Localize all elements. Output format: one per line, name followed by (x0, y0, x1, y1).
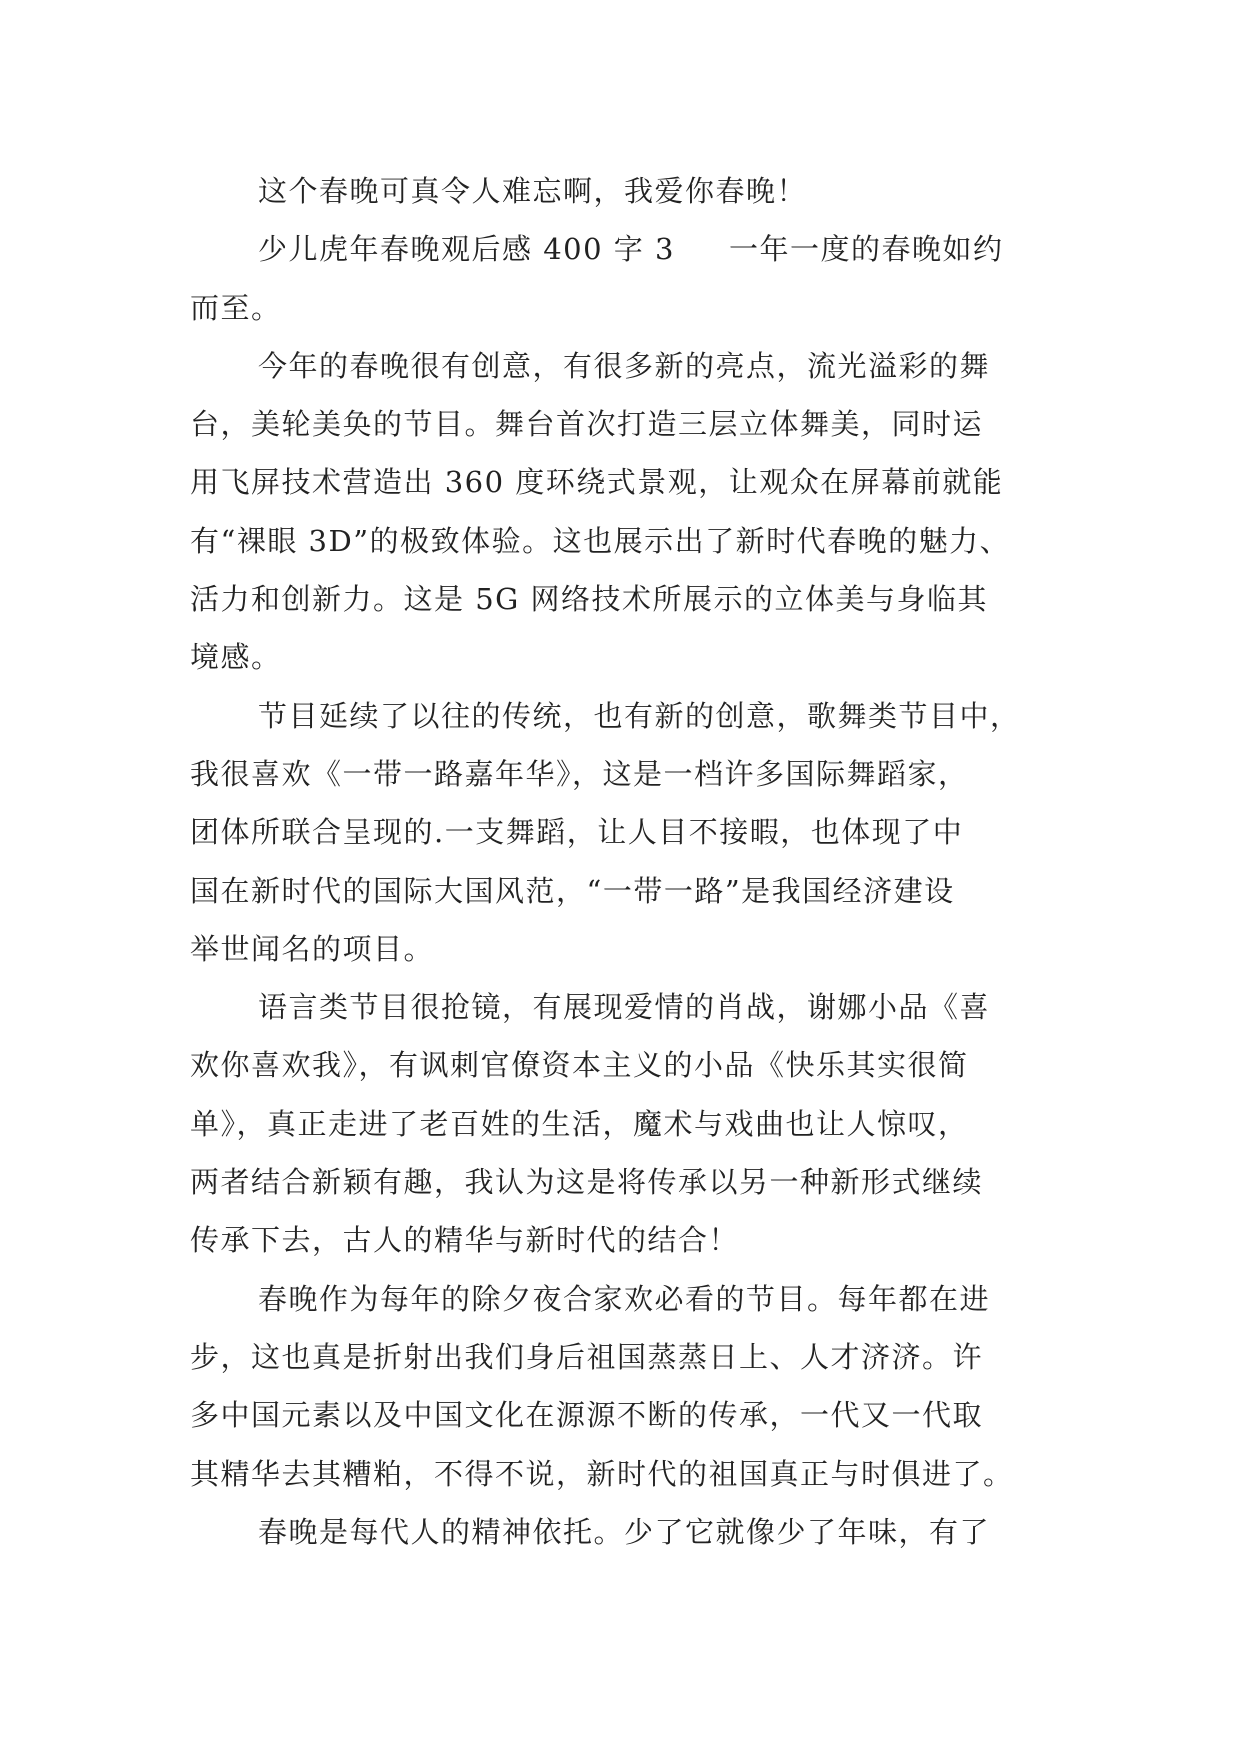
text-fragment: 一年一度的春晚如约 (728, 232, 1004, 267)
text-line: 两者结合新颖有趣，我认为这是将传承以另一种新形式继续 (190, 1165, 984, 1200)
text-line: 欢你喜欢我》，有讽刺官僚资本主义的小品《快乐其实很简 (190, 1048, 969, 1083)
paragraph-6 (190, 1270, 1050, 1503)
paragraph-4 (190, 687, 1050, 978)
paragraph-7 (190, 1503, 1050, 1561)
text-line: 有“裸眼 3D”的极致体验。这也展示出了新时代春晚的魅力、 (190, 523, 1011, 558)
text-line: 而至。 (190, 290, 282, 325)
paragraph-5 (190, 978, 1050, 1269)
text-line: 其精华去其糟粕，不得不说，新时代的祖国真正与时俱进了。 (190, 1456, 1014, 1491)
text-line: 这个春晚可真令人难忘啊，我爱你春晚！ (258, 174, 808, 208)
document-body (190, 162, 1050, 1561)
text-line: 多中国元素以及中国文化在源源不断的传承，一代又一代取 (190, 1398, 984, 1433)
section-heading: 少儿虎年春晚观后感 400 字 3 (258, 232, 675, 267)
paragraph-3 (190, 337, 1050, 687)
text-line: 举世闻名的项目。 (190, 931, 435, 966)
text-line (190, 220, 1050, 278)
text-line: 活力和创新力。这是 5G 网络技术所展示的立体美与身临其 (190, 582, 989, 617)
text-line: 传承下去，古人的精华与新时代的结合！ (190, 1223, 740, 1258)
text-line: 步，这也真是折射出我们身后祖国蒸蒸日上、人才济济。许 (190, 1339, 984, 1374)
text-line: 境感。 (190, 640, 282, 675)
text-line: 单》，真正走进了老百姓的生活，魔术与戏曲也让人惊叹， (190, 1106, 969, 1141)
text-line: 国在新时代的国际大国风范，“一带一路”是我国经济建设 (190, 873, 955, 908)
text-line: 今年的春晚很有创意，有很多新的亮点，流光溢彩的舞 (258, 348, 991, 383)
text-line: 春晚是每代人的精神依托。少了它就像少了年味，有了 (258, 1514, 991, 1549)
text-line: 台，美轮美奂的节目。舞台首次打造三层立体舞美，同时运 (190, 407, 984, 442)
text-line: 语言类节目很抢镜，有展现爱情的肖战，谢娜小品《喜 (258, 990, 991, 1025)
paragraph-2 (190, 220, 1050, 337)
text-line: 春晚作为每年的除夕夜合家欢必看的节目。每年都在进 (258, 1281, 991, 1316)
text-line: 节目延续了以往的传统，也有新的创意，歌舞类节目中， (258, 698, 1021, 733)
text-line: 我很喜欢《一带一路嘉年华》，这是一档许多国际舞蹈家， (190, 756, 969, 791)
paragraph-1 (190, 162, 1050, 220)
text-line: 团体所联合呈现的.一支舞蹈，让人目不接暇，也体现了中 (190, 815, 964, 850)
text-line: 用飞屏技术营造出 360 度环绕式景观，让观众在屏幕前就能 (190, 465, 1004, 500)
